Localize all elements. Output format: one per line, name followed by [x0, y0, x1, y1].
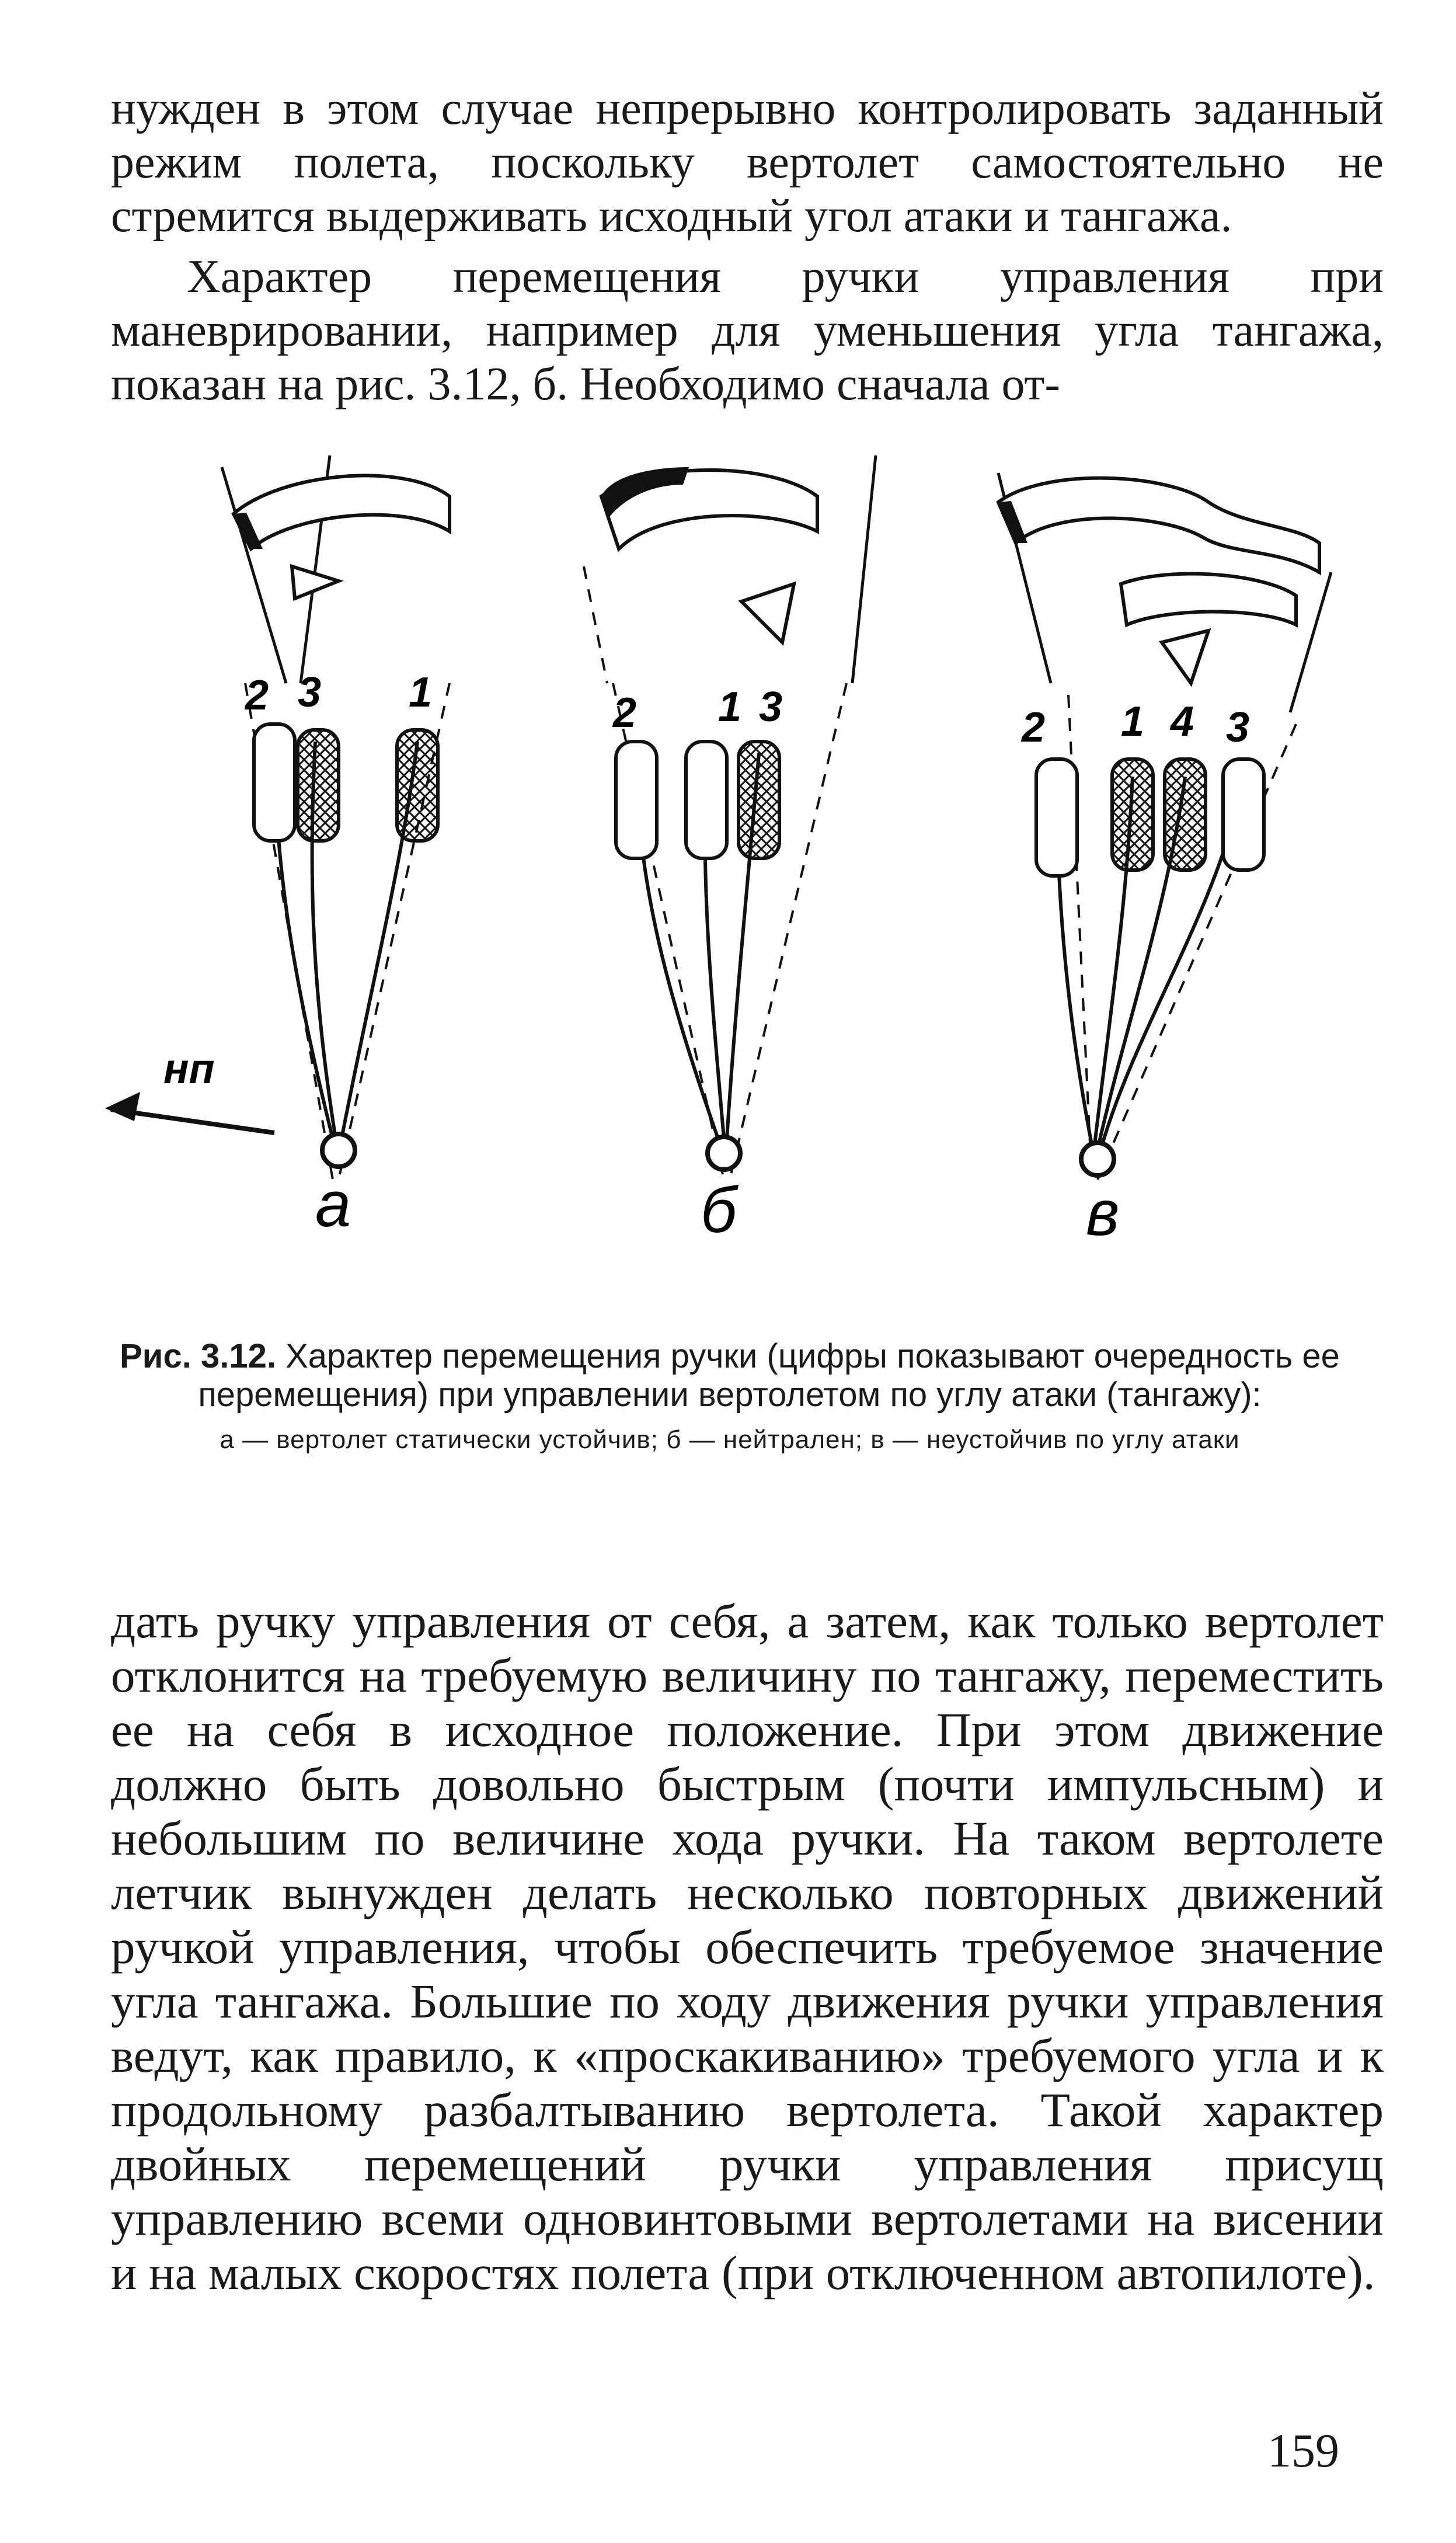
- panel-a-number-2: 2: [245, 672, 269, 719]
- figure-illustration: [99, 450, 1372, 1314]
- page-number: 159: [1267, 2424, 1339, 2477]
- stick-positions-a: [254, 724, 438, 1167]
- panel-b-number-2: 2: [613, 690, 637, 736]
- panel-c-number-3: 3: [1226, 704, 1250, 751]
- caption-label: Рис. 3.12.: [120, 1337, 276, 1375]
- panel-c-letter: в: [1086, 1177, 1120, 1249]
- figure-3-12: [99, 450, 1372, 1314]
- bottom-paragraph: дать ручку управления от себя, а затем, как только вертолет отклонится на требуемую величину по тангажу, переместить ее на себя в исходное положение. При этом движение должно быть довольно быстрым (почти импульсным) и небольшим по величине хода ручки. На таком вертолете летчик вынужден делать несколько повторных движений ручкой управления, чтобы обеспечить требуемое значение угла тангажа. Большие по ходу движения ручки управления ведут, как правило, к «проскакиванию» требуемого угла и к продольному разбалтыванию вертолета. Такой характер двойных перемещений ручки управления присущ управлению всеми одновинтовыми вертолетами на висении и на малых скоростях полета (при отключенном автопилоте).: [111, 1594, 1384, 2300]
- panel-a-letter: а: [315, 1168, 351, 1240]
- panel-b: [584, 455, 876, 1246]
- figure-caption: [117, 1337, 1343, 1455]
- direction-label: нп: [163, 1046, 215, 1093]
- top-paragraph-line1: нужден в этом случае непрерывно контролировать заданный режим полета, поскольку вертолет самостоятельно не стремится выдерживать исходный угол атаки и тангажа.: [111, 83, 1384, 242]
- panel-a-number-3: 3: [298, 669, 322, 716]
- panel-b-number-3: 3: [759, 684, 783, 730]
- caption-legend: а — вертолет статически устойчив; б — нейтрален; в — неустойчив по углу атаки: [220, 1425, 1240, 1454]
- panel-c-number-1: 1: [1121, 698, 1145, 745]
- direction-arrow: [105, 1046, 274, 1133]
- top-paragraph-line2: Характер перемещения ручки управления при маневрировании, например для уменьшения угла тангажа, показан на рис. 3.12, б. Необходимо сначала от-: [111, 251, 1384, 410]
- panel-a: [105, 455, 450, 1240]
- stick-positions-c: [1036, 759, 1264, 1175]
- panel-b-letter: б: [701, 1174, 737, 1246]
- panel-a-number-1: 1: [409, 669, 433, 716]
- stick-positions-b: [616, 742, 779, 1170]
- panel-c-number-4: 4: [1171, 698, 1194, 745]
- caption-main: [117, 1337, 1343, 1414]
- panel-c-number-2: 2: [1022, 704, 1046, 751]
- panel-b-number-1: 1: [718, 684, 742, 730]
- top-paragraph: [111, 82, 1384, 411]
- caption-text: Характер перемещения ручки (цифры показывают очередность ее перемещения) при управлении вертолетом по углу атаки (тангажу):: [198, 1337, 1340, 1414]
- panel-c: [998, 473, 1331, 1249]
